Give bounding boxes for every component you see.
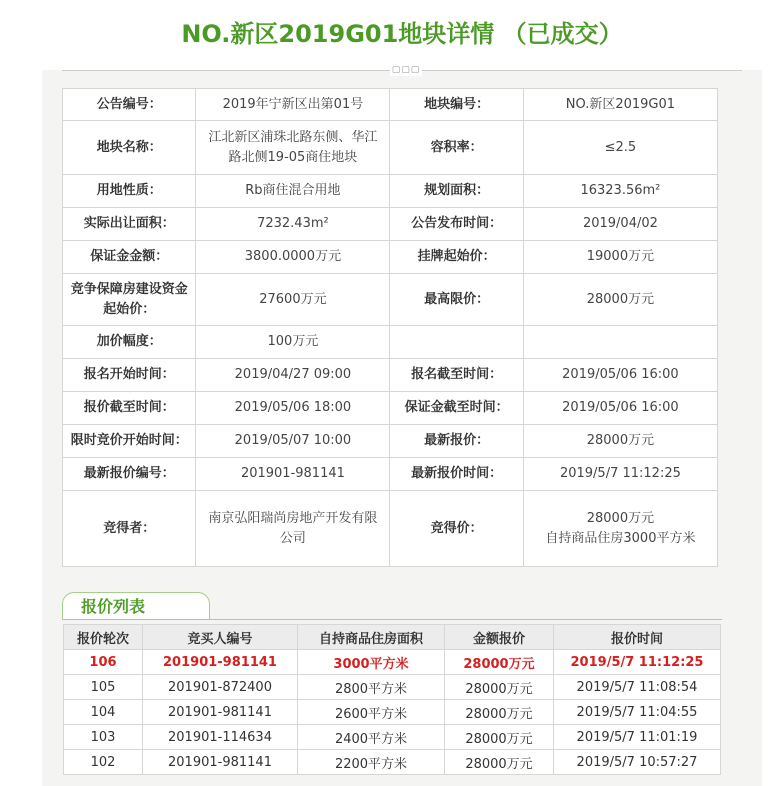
detail-label: 报名截至时间： <box>390 359 523 392</box>
bid-amount: 28000万元 <box>445 650 554 675</box>
start-price-value: 19000万元 <box>523 241 717 274</box>
bid-row <box>64 750 721 775</box>
detail-value: 2019/05/07 10:00 <box>196 425 390 458</box>
bid-row-highlighted <box>64 650 721 675</box>
housing-area: 2600平方米 <box>298 700 445 725</box>
detail-value: ≤2.5 <box>523 121 717 175</box>
bid-round: 104 <box>64 700 143 725</box>
winning-price-amount: 28000万元 <box>586 510 655 526</box>
bidder-id: 201901-981141 <box>143 650 298 675</box>
bid-amount: 28000万元 <box>445 750 554 775</box>
detail-label: 最高限价： <box>390 274 523 326</box>
column-header: 报价时间 <box>554 625 721 650</box>
detail-label: 竞得者： <box>63 491 196 567</box>
detail-value: 7232.43m² <box>196 208 390 241</box>
divider-dots: ▢▢▢ <box>391 65 421 75</box>
detail-label: 保证金截至时间： <box>390 392 523 425</box>
detail-row <box>63 274 718 326</box>
bidder-id: 201901-872400 <box>143 675 298 700</box>
housing-area: 2200平方米 <box>298 750 445 775</box>
detail-value: 2019/05/06 18:00 <box>196 392 390 425</box>
bid-list-tab[interactable]: 报价列表 <box>62 592 210 620</box>
detail-value: 江北新区浦珠北路东侧、华江路北侧19-05商住地块 <box>196 121 390 175</box>
detail-value: 2019/04/27 09:00 <box>196 359 390 392</box>
detail-label: 公告发布时间： <box>390 208 523 241</box>
detail-label: 地块名称： <box>63 121 196 175</box>
page-title: NO.新区2019G01地块详情 （已成交） <box>42 0 762 70</box>
detail-label: 最新报价： <box>390 425 523 458</box>
detail-row <box>63 175 718 208</box>
detail-value: 201901-981141 <box>196 458 390 491</box>
detail-label: 报名开始时间： <box>63 359 196 392</box>
detail-label: 最新报价时间： <box>390 458 523 491</box>
detail-row <box>63 326 718 359</box>
bid-row <box>64 700 721 725</box>
detail-value: 2019/05/06 16:00 <box>523 359 717 392</box>
column-header: 金额报价 <box>445 625 554 650</box>
detail-value: 28000万元 <box>523 274 717 326</box>
housing-area: 3000平方米 <box>298 650 445 675</box>
detail-value: 16323.56m² <box>523 175 717 208</box>
winning-price-condition: 自持商品住房3000平方米 <box>545 530 696 546</box>
winning-price-cell <box>523 491 717 567</box>
bid-time: 2019/5/7 11:12:25 <box>554 650 721 675</box>
detail-label: 最新报价编号： <box>63 458 196 491</box>
detail-value: 2019年宁新区出第01号 <box>196 89 390 121</box>
bid-time: 2019/5/7 11:04:55 <box>554 700 721 725</box>
column-header: 报价轮次 <box>64 625 143 650</box>
detail-value: NO.新区2019G01 <box>523 89 717 121</box>
detail-label: 公告编号： <box>63 89 196 121</box>
detail-value: 2019/04/02 <box>523 208 717 241</box>
detail-label: 竞得价： <box>390 491 523 567</box>
detail-label: 地块编号： <box>390 89 523 121</box>
detail-row <box>63 208 718 241</box>
title-divider <box>62 65 742 80</box>
detail-value: 27600万元 <box>196 274 390 326</box>
bid-row <box>64 725 721 750</box>
bid-round: 106 <box>64 650 143 675</box>
land-detail-table <box>62 88 718 567</box>
bid-amount: 28000万元 <box>445 675 554 700</box>
detail-label: 用地性质： <box>63 175 196 208</box>
column-header: 自持商品住房面积 <box>298 625 445 650</box>
bid-time: 2019/5/7 11:01:19 <box>554 725 721 750</box>
detail-row <box>63 425 718 458</box>
detail-label: 保证金金额： <box>63 241 196 274</box>
bidder-id: 201901-981141 <box>143 750 298 775</box>
detail-value: 2019/05/06 16:00 <box>523 392 717 425</box>
bid-header-row <box>64 625 721 650</box>
detail-label <box>390 326 523 359</box>
detail-row <box>63 359 718 392</box>
detail-row <box>63 121 718 175</box>
detail-label: 竞争保障房建设资金起始价： <box>63 274 196 326</box>
detail-row <box>63 458 718 491</box>
detail-value: Rb商住混合用地 <box>196 175 390 208</box>
housing-area: 2400平方米 <box>298 725 445 750</box>
detail-label: 报价截至时间： <box>63 392 196 425</box>
detail-value: 28000万元 <box>523 425 717 458</box>
detail-row <box>63 89 718 121</box>
bid-round: 105 <box>64 675 143 700</box>
bid-time: 2019/5/7 10:57:27 <box>554 750 721 775</box>
detail-value: 100万元 <box>196 326 390 359</box>
bid-round: 102 <box>64 750 143 775</box>
detail-label: 容积率： <box>390 121 523 175</box>
bidder-id: 201901-981141 <box>143 700 298 725</box>
page <box>42 0 762 786</box>
detail-label: 加价幅度： <box>63 326 196 359</box>
housing-area: 2800平方米 <box>298 675 445 700</box>
detail-label: 实际出让面积： <box>63 208 196 241</box>
detail-row <box>63 491 718 567</box>
detail-label: 规划面积： <box>390 175 523 208</box>
detail-row <box>63 241 718 274</box>
bid-round: 103 <box>64 725 143 750</box>
bid-amount: 28000万元 <box>445 700 554 725</box>
bid-list-table <box>63 624 721 775</box>
column-header: 竞买人编号 <box>143 625 298 650</box>
bid-amount: 28000万元 <box>445 725 554 750</box>
detail-label: 挂牌起始价： <box>390 241 523 274</box>
bidder-id: 201901-114634 <box>143 725 298 750</box>
winner-value: 南京弘阳瑞尚房地产开发有限公司 <box>196 491 390 567</box>
detail-row <box>63 392 718 425</box>
bid-time: 2019/5/7 11:08:54 <box>554 675 721 700</box>
detail-label: 限时竞价开始时间： <box>63 425 196 458</box>
detail-value <box>523 326 717 359</box>
detail-value: 3800.0000万元 <box>196 241 390 274</box>
bid-row <box>64 675 721 700</box>
detail-value: 2019/5/7 11:12:25 <box>523 458 717 491</box>
tab-underline <box>62 619 722 620</box>
